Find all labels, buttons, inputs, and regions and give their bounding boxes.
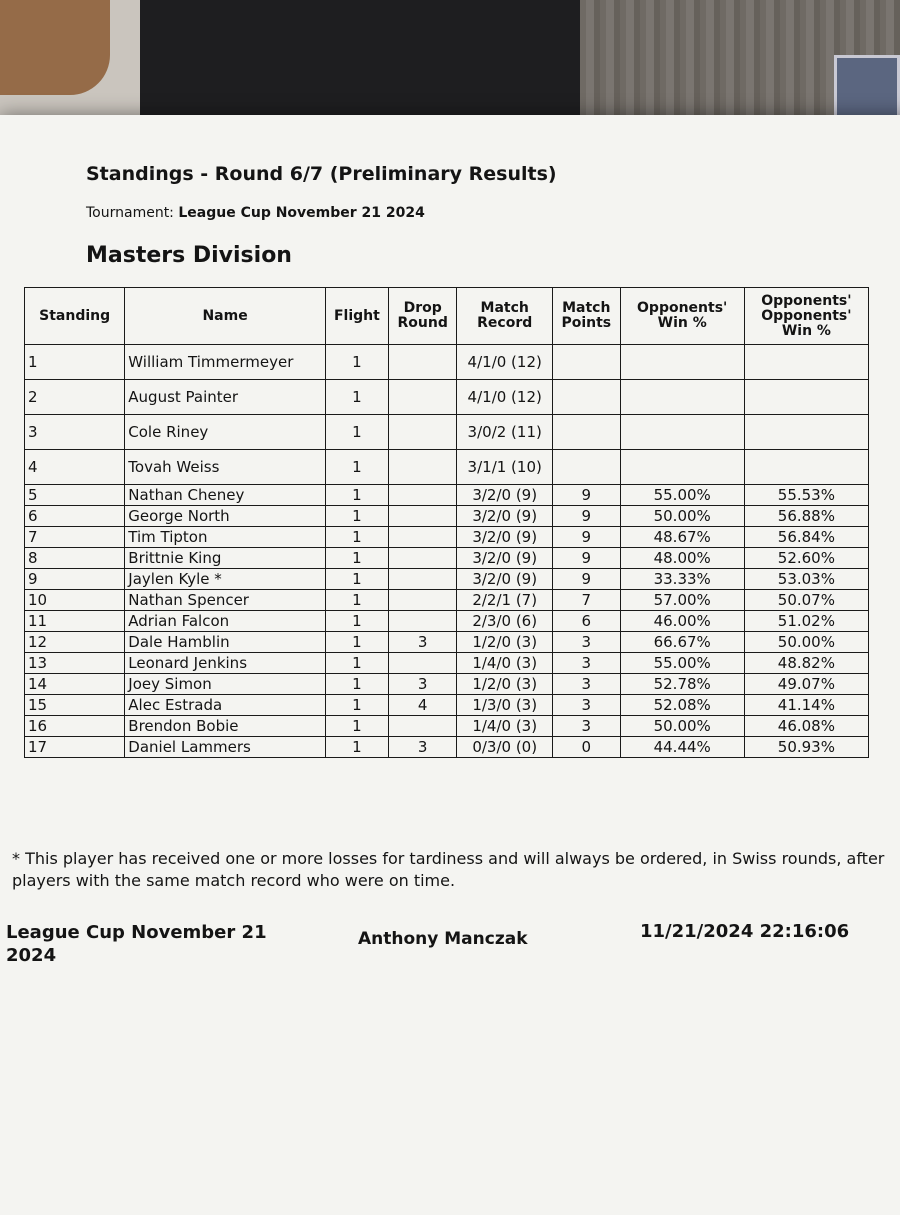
opp-opp-win-cell: 56.88% <box>744 506 868 527</box>
flight-cell: 1 <box>325 569 388 590</box>
opponents-win-cell: 44.44% <box>620 737 744 758</box>
match-points-cell: 3 <box>552 716 620 737</box>
opponents-win-cell: 52.78% <box>620 674 744 695</box>
opp-opp-win-cell: 50.07% <box>744 590 868 611</box>
table-row <box>25 590 869 611</box>
opp-opp-win-cell <box>744 380 868 415</box>
match-record-cell: 2/2/1 (7) <box>457 590 553 611</box>
match-points-cell: 9 <box>552 569 620 590</box>
drop-round-cell: 3 <box>388 737 456 758</box>
standing-cell: 12 <box>25 632 125 653</box>
drop-round-cell: 4 <box>388 695 456 716</box>
standing-cell: 8 <box>25 548 125 569</box>
match-record-cell: 1/4/0 (3) <box>457 653 553 674</box>
match-record-cell: 3/2/0 (9) <box>457 548 553 569</box>
table-row <box>25 674 869 695</box>
table-row <box>25 548 869 569</box>
drop-round-cell <box>388 590 456 611</box>
column-header: Drop Round <box>388 288 456 345</box>
opp-opp-win-cell <box>744 450 868 485</box>
match-record-cell: 1/2/0 (3) <box>457 632 553 653</box>
match-points-cell <box>552 345 620 380</box>
column-header: Match Record <box>457 288 553 345</box>
standing-cell: 3 <box>25 415 125 450</box>
standing-cell: 11 <box>25 611 125 632</box>
opponents-win-cell: 57.00% <box>620 590 744 611</box>
flight-cell: 1 <box>325 653 388 674</box>
match-record-cell: 3/2/0 (9) <box>457 569 553 590</box>
match-points-cell <box>552 415 620 450</box>
player-name-cell: Daniel Lammers <box>125 737 326 758</box>
match-points-cell: 3 <box>552 695 620 716</box>
tardiness-footnote: * This player has received one or more losses for tardiness and will always be ordered, in Swiss rounds, after players with the same match record who were on time. <box>12 849 885 890</box>
table-row <box>25 737 869 758</box>
match-record-cell: 1/3/0 (3) <box>457 695 553 716</box>
opp-opp-win-cell: 55.53% <box>744 485 868 506</box>
match-record-cell: 0/3/0 (0) <box>457 737 553 758</box>
player-name-cell: Tovah Weiss <box>125 450 326 485</box>
flight-cell: 1 <box>325 737 388 758</box>
drop-round-cell <box>388 380 456 415</box>
player-name-cell: Adrian Falcon <box>125 611 326 632</box>
flight-cell: 1 <box>325 548 388 569</box>
flight-cell: 1 <box>325 632 388 653</box>
standing-cell: 9 <box>25 569 125 590</box>
flight-cell: 1 <box>325 450 388 485</box>
flight-cell: 1 <box>325 590 388 611</box>
opp-opp-win-cell <box>744 345 868 380</box>
match-points-cell: 6 <box>552 611 620 632</box>
match-record-cell: 3/2/0 (9) <box>457 506 553 527</box>
standing-cell: 7 <box>25 527 125 548</box>
opp-opp-win-cell: 50.00% <box>744 632 868 653</box>
drop-round-cell: 3 <box>388 674 456 695</box>
flight-cell: 1 <box>325 345 388 380</box>
drop-round-cell <box>388 548 456 569</box>
player-name-cell: George North <box>125 506 326 527</box>
match-record-cell: 4/1/0 (12) <box>457 380 553 415</box>
match-record-cell: 3/2/0 (9) <box>457 485 553 506</box>
opponents-win-cell: 48.00% <box>620 548 744 569</box>
standing-cell: 6 <box>25 506 125 527</box>
opponents-win-cell: 46.00% <box>620 611 744 632</box>
match-points-cell: 9 <box>552 527 620 548</box>
opp-opp-win-cell: 48.82% <box>744 653 868 674</box>
standing-cell: 4 <box>25 450 125 485</box>
standing-cell: 17 <box>25 737 125 758</box>
flight-cell: 1 <box>325 611 388 632</box>
drop-round-cell <box>388 716 456 737</box>
table-row <box>25 485 869 506</box>
match-points-cell: 9 <box>552 548 620 569</box>
match-points-cell <box>552 380 620 415</box>
flight-cell: 1 <box>325 485 388 506</box>
opponents-win-cell: 33.33% <box>620 569 744 590</box>
column-header: Standing <box>25 288 125 345</box>
footer-event: League Cup November 21 2024 <box>6 922 267 966</box>
drop-round-cell <box>388 506 456 527</box>
table-row <box>25 611 869 632</box>
match-points-cell: 3 <box>552 632 620 653</box>
opponents-win-cell: 66.67% <box>620 632 744 653</box>
drop-round-cell: 3 <box>388 632 456 653</box>
table-row <box>25 380 869 415</box>
table-row <box>25 569 869 590</box>
table-row <box>25 415 869 450</box>
page-title: Standings - Round 6/7 (Preliminary Results) <box>86 163 557 185</box>
player-name-cell: Nathan Cheney <box>125 485 326 506</box>
footer-timestamp: 11/21/2024 22:16:06 <box>640 921 850 942</box>
table-row <box>25 716 869 737</box>
match-record-cell: 1/2/0 (3) <box>457 674 553 695</box>
player-name-cell: Jaylen Kyle * <box>125 569 326 590</box>
flight-cell: 1 <box>325 527 388 548</box>
column-header: Opponents' Opponents' Win % <box>744 288 868 345</box>
opp-opp-win-cell: 53.03% <box>744 569 868 590</box>
column-header: Match Points <box>552 288 620 345</box>
match-record-cell: 3/2/0 (9) <box>457 527 553 548</box>
drop-round-cell <box>388 485 456 506</box>
tournament-line <box>86 205 425 221</box>
match-record-cell: 1/4/0 (3) <box>457 716 553 737</box>
player-name-cell: Dale Hamblin <box>125 632 326 653</box>
opponents-win-cell: 48.67% <box>620 527 744 548</box>
standing-cell: 13 <box>25 653 125 674</box>
match-points-cell: 3 <box>552 653 620 674</box>
opponents-win-cell <box>620 380 744 415</box>
match-points-cell <box>552 450 620 485</box>
match-record-cell: 3/0/2 (11) <box>457 415 553 450</box>
opponents-win-cell: 55.00% <box>620 653 744 674</box>
flight-cell: 1 <box>325 674 388 695</box>
opponents-win-cell <box>620 450 744 485</box>
standing-cell: 2 <box>25 380 125 415</box>
match-points-cell: 9 <box>552 506 620 527</box>
opp-opp-win-cell: 41.14% <box>744 695 868 716</box>
match-points-cell: 0 <box>552 737 620 758</box>
drop-round-cell <box>388 450 456 485</box>
standing-cell: 1 <box>25 345 125 380</box>
drop-round-cell <box>388 611 456 632</box>
flight-cell: 1 <box>325 380 388 415</box>
flight-cell: 1 <box>325 506 388 527</box>
opponents-win-cell: 55.00% <box>620 485 744 506</box>
match-record-cell: 4/1/0 (12) <box>457 345 553 380</box>
opponents-win-cell: 50.00% <box>620 506 744 527</box>
player-name-cell: Leonard Jenkins <box>125 653 326 674</box>
opp-opp-win-cell: 52.60% <box>744 548 868 569</box>
flight-cell: 1 <box>325 695 388 716</box>
player-name-cell: Tim Tipton <box>125 527 326 548</box>
standing-cell: 5 <box>25 485 125 506</box>
player-name-cell: William Timmermeyer <box>125 345 326 380</box>
standing-cell: 15 <box>25 695 125 716</box>
player-name-cell: Cole Riney <box>125 415 326 450</box>
table-row <box>25 506 869 527</box>
player-name-cell: Nathan Spencer <box>125 590 326 611</box>
table-row <box>25 695 869 716</box>
table-row <box>25 450 869 485</box>
division-heading: Masters Division <box>86 243 292 268</box>
match-record-cell: 3/1/1 (10) <box>457 450 553 485</box>
table-header-row <box>25 288 869 345</box>
opp-opp-win-cell: 56.84% <box>744 527 868 548</box>
table-row <box>25 345 869 380</box>
flight-cell: 1 <box>325 716 388 737</box>
standing-cell: 10 <box>25 590 125 611</box>
standings-table <box>24 287 869 758</box>
column-header: Opponents' Win % <box>620 288 744 345</box>
footer-organizer: Anthony Manczak <box>358 929 528 949</box>
drop-round-cell <box>388 345 456 380</box>
column-header: Name <box>125 288 326 345</box>
player-name-cell: Brittnie King <box>125 548 326 569</box>
table-row <box>25 653 869 674</box>
match-points-cell: 9 <box>552 485 620 506</box>
opp-opp-win-cell <box>744 415 868 450</box>
table-row <box>25 632 869 653</box>
standing-cell: 14 <box>25 674 125 695</box>
opp-opp-win-cell: 50.93% <box>744 737 868 758</box>
drop-round-cell <box>388 569 456 590</box>
player-name-cell: August Painter <box>125 380 326 415</box>
player-name-cell: Alec Estrada <box>125 695 326 716</box>
standing-cell: 16 <box>25 716 125 737</box>
tournament-name: League Cup November 21 2024 <box>178 205 425 221</box>
match-record-cell: 2/3/0 (6) <box>457 611 553 632</box>
opponents-win-cell <box>620 345 744 380</box>
player-name-cell: Brendon Bobie <box>125 716 326 737</box>
match-points-cell: 3 <box>552 674 620 695</box>
table-row <box>25 527 869 548</box>
opp-opp-win-cell: 46.08% <box>744 716 868 737</box>
opponents-win-cell: 50.00% <box>620 716 744 737</box>
player-name-cell: Joey Simon <box>125 674 326 695</box>
opponents-win-cell <box>620 415 744 450</box>
drop-round-cell <box>388 527 456 548</box>
column-header: Flight <box>325 288 388 345</box>
drop-round-cell <box>388 415 456 450</box>
tournament-label: Tournament: <box>86 205 174 221</box>
flight-cell: 1 <box>325 415 388 450</box>
opp-opp-win-cell: 51.02% <box>744 611 868 632</box>
opponents-win-cell: 52.08% <box>620 695 744 716</box>
opp-opp-win-cell: 49.07% <box>744 674 868 695</box>
match-points-cell: 7 <box>552 590 620 611</box>
standings-sheet <box>0 115 900 1215</box>
drop-round-cell <box>388 653 456 674</box>
